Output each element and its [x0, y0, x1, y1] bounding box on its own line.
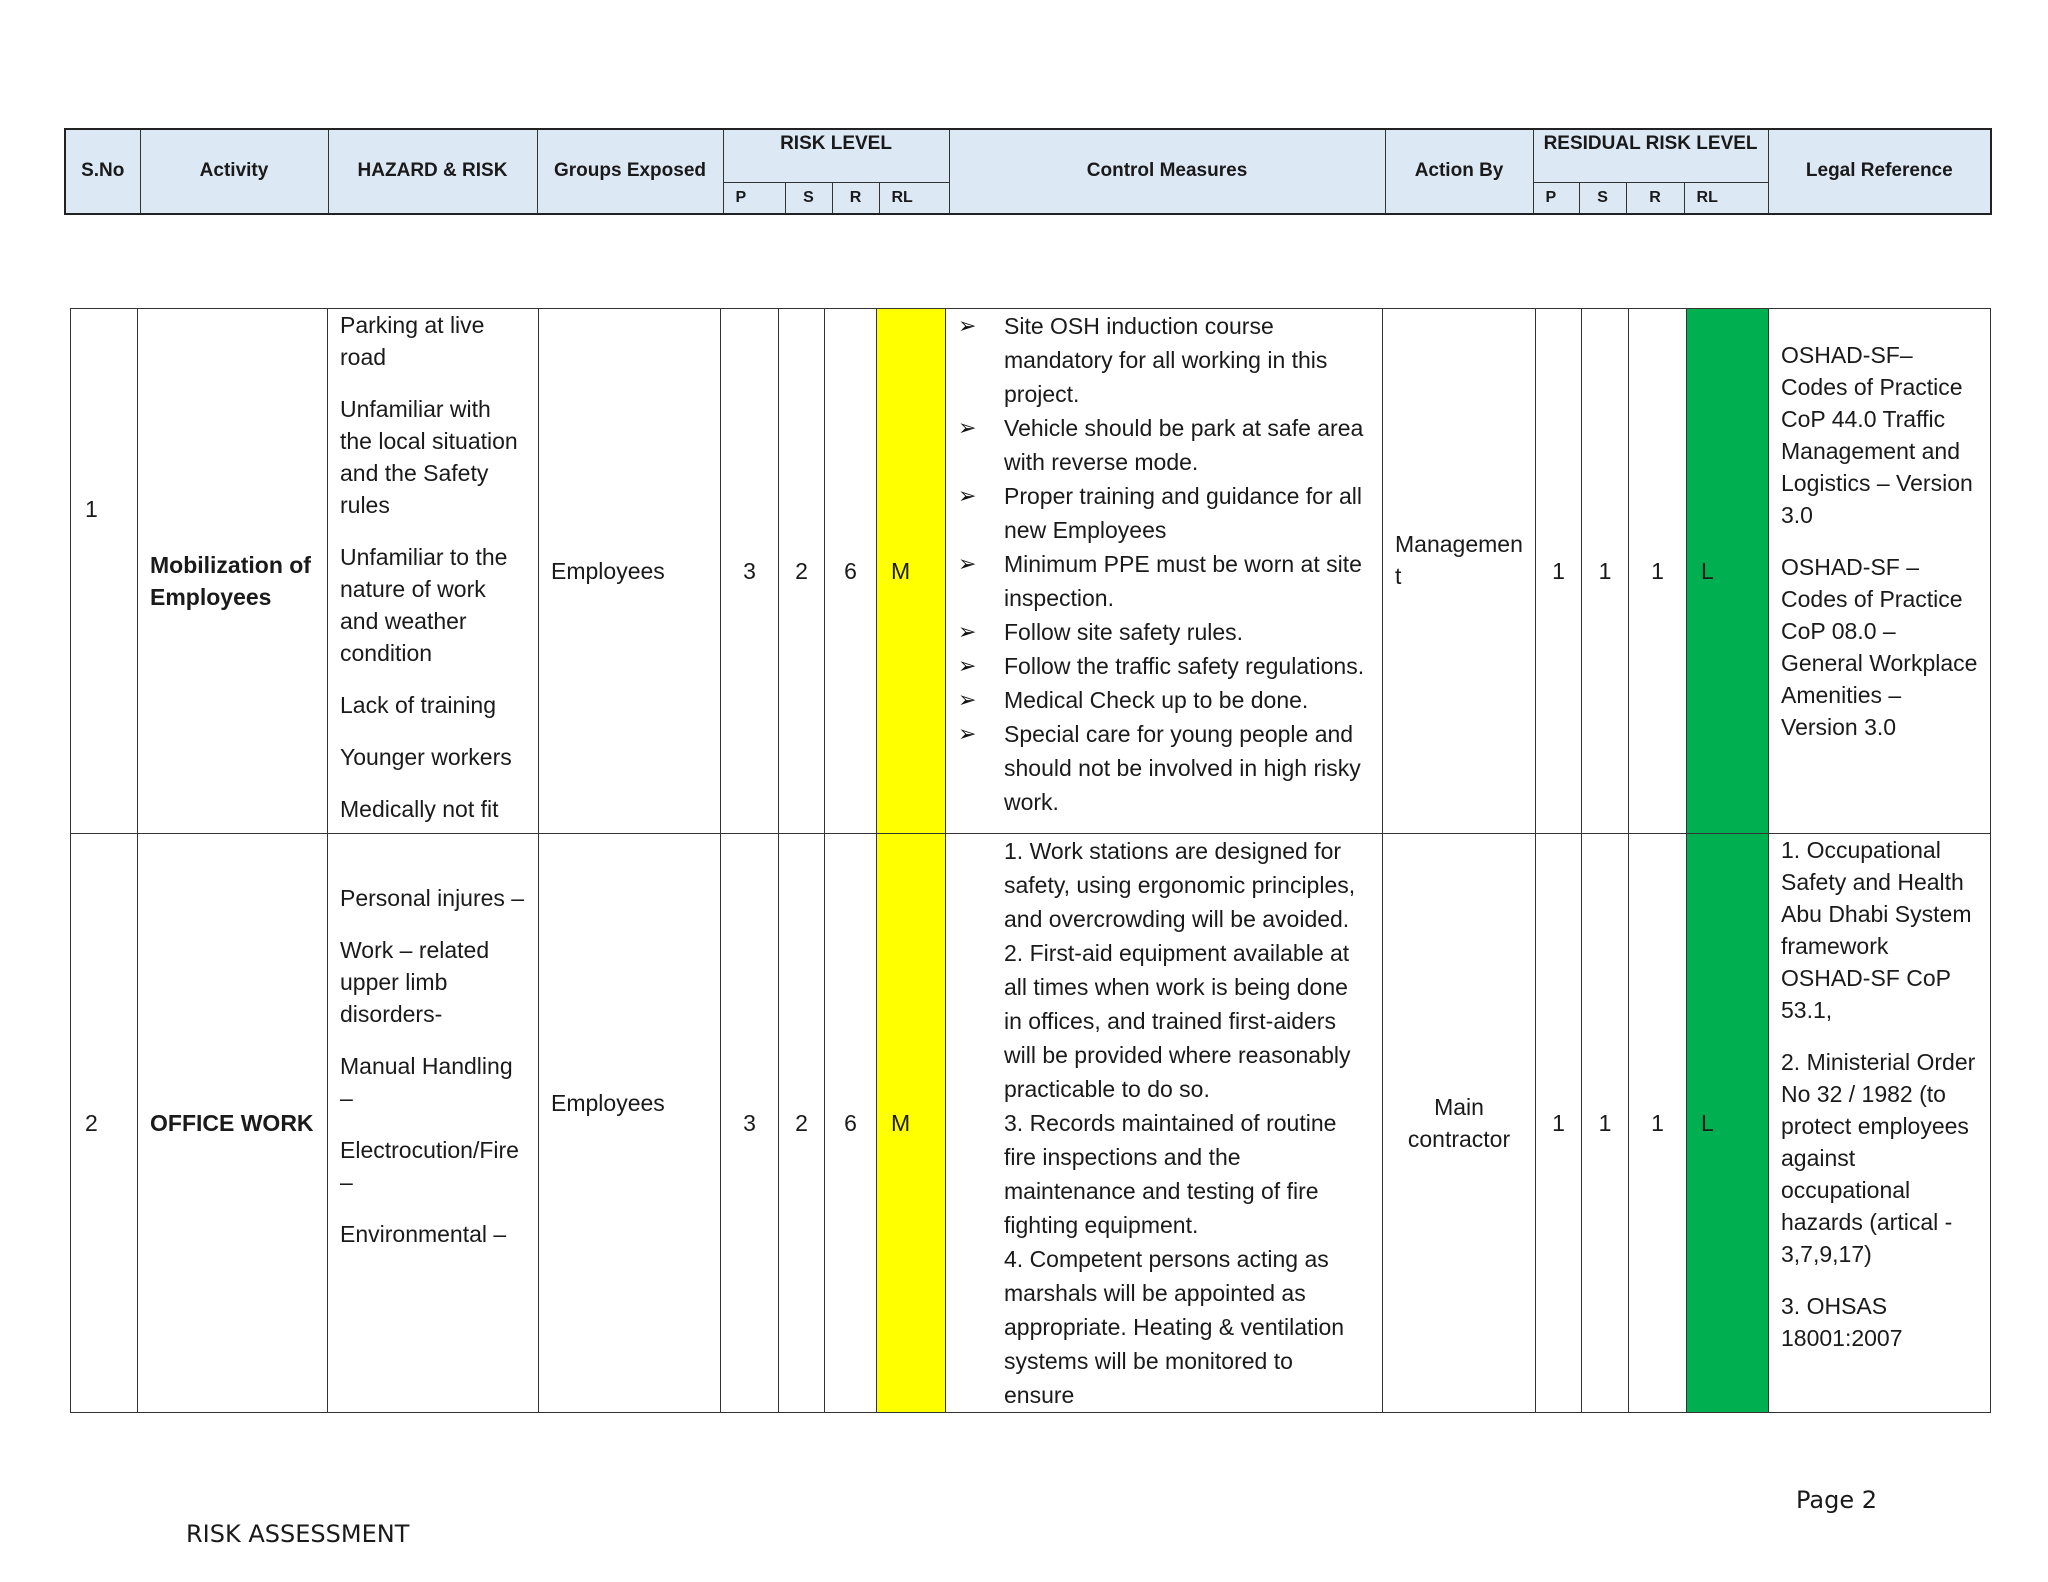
col-risk-r: R	[832, 183, 879, 215]
residual-rl-low: L	[1687, 834, 1769, 1413]
col-res-rl: RL	[1684, 183, 1768, 215]
col-hazard: HAZARD & RISK	[328, 129, 537, 214]
col-sno: S.No	[65, 129, 140, 214]
row-groups: Employees	[539, 309, 721, 834]
row-action-by: Managemen t	[1383, 309, 1536, 834]
col-control: Control Measures	[949, 129, 1385, 214]
row-hazards	[328, 309, 539, 834]
risk-rl-medium: M	[877, 834, 946, 1413]
residual-r: 1	[1629, 309, 1687, 834]
legal-item: 2. Ministerial Order No 32 / 1982 (to protect employees against occupational hazards (artical - 3,7,9,17)	[1781, 1049, 1976, 1267]
col-res-s: S	[1579, 183, 1626, 215]
risk-r: 6	[825, 309, 877, 834]
residual-p: 1	[1536, 834, 1582, 1413]
hazard-item: Personal injures –	[340, 885, 525, 911]
col-res-r: R	[1626, 183, 1684, 215]
legal-item: OSHAD-SF – Codes of Practice CoP 08.0 – General Workplace Amenities – Version 3.0	[1781, 554, 1978, 740]
row-activity: OFFICE WORK	[138, 834, 328, 1413]
hazard-item: Younger workers	[340, 744, 512, 770]
hazard-item: Unfamiliar to the nature of work and weather condition	[340, 544, 508, 666]
residual-r: 1	[1629, 834, 1687, 1413]
col-risk-level: RISK LEVEL	[723, 129, 949, 183]
residual-rl-low: L	[1687, 309, 1769, 834]
hazard-item: Manual Handling –	[340, 1053, 513, 1111]
measure-item: ➢ Follow site safety rules.	[1004, 615, 1374, 649]
row-action-by: Main contractor	[1383, 834, 1536, 1413]
col-activity: Activity	[140, 129, 328, 214]
measure-item: 3. Records maintained of routine fire inspections and the maintenance and testing of fire fighting equipment.	[1004, 1110, 1337, 1238]
measure-item: 1. Work stations are designed for safety, using ergonomic principles, and overcrowding will be avoided.	[1004, 838, 1356, 932]
col-groups: Groups Exposed	[537, 129, 723, 214]
legal-item: 1. Occupational Safety and Health Abu Dhabi System framework OSHAD-SF CoP 53.1,	[1781, 837, 1972, 1023]
risk-s: 2	[779, 834, 825, 1413]
col-action-by: Action By	[1385, 129, 1533, 214]
page-number: Page 2	[1796, 1486, 1877, 1514]
measure-item: ➢ Vehicle should be park at safe area with reverse mode.	[1004, 411, 1374, 479]
row-activity: Mobilization of Employees	[138, 309, 328, 834]
row-groups: Employees	[539, 834, 721, 1413]
col-res-p: P	[1533, 183, 1579, 215]
hazard-item: Parking at live road	[340, 312, 485, 370]
risk-s: 2	[779, 309, 825, 834]
row-sno: 1	[71, 309, 138, 834]
legal-item: OSHAD-SF– Codes of Practice CoP 44.0 Traffic Management and Logistics – Version 3.0	[1781, 342, 1973, 528]
measure-item: ➢ Follow the traffic safety regulations.	[1004, 649, 1374, 683]
row-legal-reference	[1769, 834, 1991, 1413]
risk-r: 6	[825, 834, 877, 1413]
header-table	[64, 128, 1992, 215]
col-legal: Legal Reference	[1768, 129, 1991, 214]
row-control-measures	[946, 834, 1383, 1413]
risk-rl-medium: M	[877, 309, 946, 834]
measure-item: ➢ Minimum PPE must be worn at site inspection.	[1004, 547, 1374, 615]
risk-p: 3	[721, 834, 779, 1413]
risk-p: 3	[721, 309, 779, 834]
document-title: RISK ASSESSMENT	[186, 1520, 410, 1548]
hazard-item: Work – related upper limb disorders-	[340, 937, 490, 1027]
measure-item: ➢ Site OSH induction course mandatory for all working in this project.	[1004, 309, 1374, 411]
measure-item: ➢ Medical Check up to be done.	[1004, 683, 1374, 717]
residual-p: 1	[1536, 309, 1582, 834]
residual-s: 1	[1582, 309, 1629, 834]
col-residual-risk-level: RESIDUAL RISK LEVEL	[1533, 129, 1768, 183]
col-risk-s: S	[785, 183, 832, 215]
row-control-measures	[946, 309, 1383, 834]
measure-item: 4. Competent persons acting as marshals will be appointed as appropriate. Heating & ventilation systems will be monitored to ensure	[1004, 1246, 1345, 1408]
hazard-item: Lack of training	[340, 692, 496, 718]
risk-table	[70, 308, 1991, 1413]
hazard-item: Unfamiliar with the local situation and the Safety rules	[340, 396, 518, 518]
hazard-item: Medically not fit	[340, 796, 499, 822]
residual-s: 1	[1582, 834, 1629, 1413]
col-risk-rl: RL	[879, 183, 949, 215]
measure-item: ➢ Special care for young people and should not be involved in high risky work.	[1004, 717, 1374, 819]
row-sno: 2	[71, 834, 138, 1413]
measure-item: 2. First-aid equipment available at all times when work is being done in offices, and trained first-aiders will be provided where reasonably practicable to do so.	[1004, 940, 1351, 1102]
hazard-item: Electrocution/Fire –	[340, 1137, 519, 1195]
table-row	[71, 309, 1991, 834]
hazard-item: Environmental –	[340, 1221, 507, 1247]
row-legal-reference	[1769, 309, 1991, 834]
legal-item: 3. OHSAS 18001:2007	[1781, 1293, 1903, 1351]
row-hazards	[328, 834, 539, 1413]
table-row	[71, 834, 1991, 1413]
col-risk-p: P	[723, 183, 785, 215]
measure-item: ➢ Proper training and guidance for all new Employees	[1004, 479, 1374, 547]
